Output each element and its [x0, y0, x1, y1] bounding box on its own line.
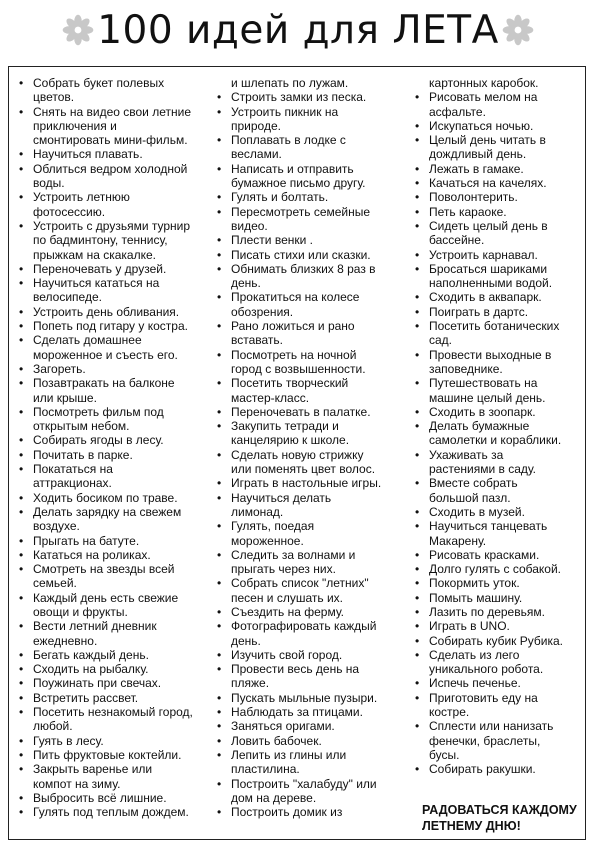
idea-item: • Научиться плавать.: [18, 147, 208, 161]
idea-item-continuation: картонных каробок.: [429, 76, 539, 90]
idea-item-continuation: пляже.: [231, 676, 270, 691]
idea-item-continuation: дом на дереве.: [231, 790, 317, 805]
idea-item: • Пить фруктовые коктейли.: [18, 748, 208, 762]
idea-item-continuation: природе.: [231, 118, 281, 133]
idea-item-continuation: аттракционах.: [33, 476, 112, 491]
idea-item-continuation: уникального робота.: [429, 662, 544, 677]
idea-item-continuation: прыгать через них.: [231, 562, 336, 577]
page-title: 100 идей для ЛЕТА: [97, 7, 499, 53]
idea-item: • Встретить рассвет.: [18, 691, 208, 705]
idea-item: • Гулять и болтать.: [216, 190, 404, 204]
idea-item-continuation: компот на зиму.: [33, 776, 121, 791]
ideas-column-3: [414, 76, 584, 777]
idea-item: • Рисовать красками.: [414, 548, 584, 562]
idea-item-continuation: овощи и фрукты.: [33, 604, 128, 619]
idea-item: • Делать зарядку на свежем: [18, 505, 208, 519]
idea-item: • Сделать из лего: [414, 648, 584, 662]
idea-item-continuation: канцелярию к школе.: [231, 433, 350, 448]
idea-item: • Собирать ягоды в лесу.: [18, 433, 208, 447]
idea-item: • Съездить на ферму.: [216, 605, 404, 619]
idea-item: • Изучить свой город.: [216, 648, 404, 662]
closing-slogan-line-1: РАДОВАТЬСЯ КАЖДОМУ: [422, 803, 577, 817]
idea-item: • Вести летний дневник: [18, 619, 208, 633]
idea-item: • Гулять, поедая: [216, 519, 404, 533]
idea-item: • Сходить на рыбалку.: [18, 662, 208, 676]
idea-item: • Искупаться ночью.: [414, 119, 584, 133]
idea-item-continuation: костре.: [429, 705, 470, 720]
idea-item: • Позавтракать на балконе: [18, 376, 208, 390]
idea-item-continuation: наполненными водой.: [429, 276, 553, 291]
idea-item: • Собрать список "летних": [216, 576, 404, 590]
idea-item-continuation: по бадминтону, теннису,: [33, 233, 168, 248]
idea-item: • Собрать букет полевых: [18, 76, 208, 90]
idea-item-continuation: песен и слушать их.: [231, 590, 344, 605]
idea-item: • Целый день читать в: [414, 133, 584, 147]
idea-item: • Написать и отправить: [216, 162, 404, 176]
idea-item: • Ловить бабочек.: [216, 734, 404, 748]
idea-item: • Устроить день обливания.: [18, 305, 208, 319]
ideas-column-1: [18, 76, 208, 819]
idea-item: • Посетить творческий: [216, 376, 404, 390]
idea-item: • Покататься на: [18, 462, 208, 476]
flower-right-icon: [501, 13, 535, 47]
idea-item-continuation: город с возвышенности.: [231, 361, 366, 376]
idea-item: • Посмотреть на ночной: [216, 348, 404, 362]
idea-item: • Гуять в лесу.: [18, 734, 208, 748]
idea-item: • Сплести или нанизать: [414, 719, 584, 733]
idea-item: • Делать бумажные: [414, 419, 584, 433]
idea-item: • Провести весь день на: [216, 662, 404, 676]
idea-item: • Сделать новую стрижку: [216, 448, 404, 462]
idea-item: • Поужинать при свечах.: [18, 676, 208, 690]
idea-item-continuation: бусы.: [429, 747, 460, 762]
idea-item: • Переночевать у друзей.: [18, 262, 208, 276]
idea-item: • Пересмотреть семейные: [216, 205, 404, 219]
idea-item-continuation: или крыше.: [33, 390, 97, 405]
ideas-column-2: [216, 76, 404, 819]
idea-item: • Каждый день есть свежие: [18, 591, 208, 605]
idea-item: • Научиться танцевать: [414, 519, 584, 533]
idea-item-continuation: фотосессию.: [33, 204, 106, 219]
closing-slogan: [422, 802, 582, 834]
idea-item: • Закрыть варенье или: [18, 762, 208, 776]
idea-item: • Испечь печенье.: [414, 676, 584, 690]
idea-item: • Обнимать близких 8 раз в: [216, 262, 404, 276]
idea-item: • Собирать ракушки.: [414, 762, 584, 776]
idea-item-continuation: бумажное письмо другу.: [231, 176, 366, 191]
idea-item: • Собирать кубик Рубика.: [414, 634, 584, 648]
idea-item: • Построить домик из: [216, 805, 404, 819]
idea-item: • Построить "халабуду" или: [216, 777, 404, 791]
idea-item: • Кататься на роликах.: [18, 548, 208, 562]
idea-item: • Загореть.: [18, 362, 208, 376]
idea-item-continuation: большой пазл.: [429, 490, 511, 505]
idea-item-continuation: смонтировать мини-фильм.: [33, 133, 188, 148]
idea-item: • Устроить пикник на: [216, 105, 404, 119]
idea-item: • Рано ложиться и рано: [216, 319, 404, 333]
idea-item: • Поиграть в дартс.: [414, 305, 584, 319]
idea-item: • Бегать каждый день.: [18, 648, 208, 662]
idea-item-continuation: приключения и: [33, 118, 117, 133]
idea-item: • Устроить карнавал.: [414, 248, 584, 262]
idea-item-continuation: самолетки и кораблики.: [429, 433, 562, 448]
idea-item: • Сходить в музей.: [414, 505, 584, 519]
idea-item: • Пускать мыльные пузыри.: [216, 691, 404, 705]
idea-item: • Почитать в парке.: [18, 448, 208, 462]
idea-item-continuation: мороженное.: [231, 533, 304, 548]
idea-item-continuation: лимонад.: [231, 504, 284, 519]
idea-item-continuation: цветов.: [33, 90, 75, 105]
idea-item-continuation: машине целый день.: [429, 390, 546, 405]
idea-item: • Ходить босиком по траве.: [18, 491, 208, 505]
idea-item-continuation: обозрения.: [231, 304, 294, 319]
idea-item-continuation: дождливый день.: [429, 147, 527, 162]
idea-item-continuation: прыжкам на скакалке.: [33, 247, 156, 262]
idea-item: • Лепить из глины или: [216, 748, 404, 762]
idea-item-continuation: пластилина.: [231, 762, 300, 777]
idea-item-continuation: велосипеде.: [33, 290, 102, 305]
idea-item: • Научиться кататься на: [18, 276, 208, 290]
idea-item-continuation: мастер-класс.: [231, 390, 310, 405]
idea-item: • Сидеть целый день в: [414, 219, 584, 233]
idea-item: • Заняться оригами.: [216, 719, 404, 733]
idea-item-continuation: семьей.: [33, 576, 77, 591]
idea-item: • Лежать в гамаке.: [414, 162, 584, 176]
idea-item-continuation: растениями в саду.: [429, 462, 537, 477]
idea-item-continuation: и шлепать по лужам.: [231, 76, 349, 90]
idea-item: • Лазить по деревьям.: [414, 605, 584, 619]
idea-item-continuation: веслами.: [231, 147, 282, 162]
idea-item-continuation: или поменять цвет волос.: [231, 462, 376, 477]
idea-item: • Провести выходные в: [414, 348, 584, 362]
idea-item: • Долго гулять с собакой.: [414, 562, 584, 576]
idea-item-continuation: видео.: [231, 218, 268, 233]
idea-item: • Плести венки .: [216, 233, 404, 247]
idea-item-continuation: бассейне.: [429, 233, 485, 248]
idea-item-continuation: мороженное и съесть его.: [33, 347, 178, 362]
idea-item: • Играть в настольные игры.: [216, 476, 404, 490]
idea-item-continuation: воды.: [33, 176, 65, 191]
idea-item: • Прыгать на батуте.: [18, 534, 208, 548]
idea-item: • Посмотреть фильм под: [18, 405, 208, 419]
idea-item: • Гулять под теплым дождем.: [18, 805, 208, 819]
idea-item: • Петь караоке.: [414, 205, 584, 219]
idea-item: • Устроить летнюю: [18, 190, 208, 204]
idea-item: • Качаться на качелях.: [414, 176, 584, 190]
idea-item: • Посетить незнакомый город,: [18, 705, 208, 719]
poster-header: [0, 0, 596, 60]
idea-item-continuation: воздухе.: [33, 519, 80, 534]
idea-item: • Переночевать в палатке.: [216, 405, 404, 419]
idea-item: • Прокатиться на колесе: [216, 290, 404, 304]
idea-item: • Сходить в аквапарк.: [414, 290, 584, 304]
closing-slogan-line-2: ЛЕТНЕМУ ДНЮ!: [422, 819, 521, 833]
idea-item: • Играть в UNO.: [414, 619, 584, 633]
idea-item: • Наблюдать за птицами.: [216, 705, 404, 719]
idea-item: • Попеть под гитару у костра.: [18, 319, 208, 333]
idea-item-continuation: открытым небом.: [33, 419, 130, 434]
idea-item-continuation: Макарену.: [429, 533, 487, 548]
idea-item: • Сходить в зоопарк.: [414, 405, 584, 419]
idea-item: • Смотреть на звезды всей: [18, 562, 208, 576]
idea-item: • Научиться делать: [216, 491, 404, 505]
idea-item-continuation: заповеднике.: [429, 361, 503, 376]
idea-item: • Вместе собрать: [414, 476, 584, 490]
idea-item: • Сделать домашнее: [18, 333, 208, 347]
flower-left-icon: [61, 13, 95, 47]
idea-item-continuation: ежедневно.: [33, 633, 98, 648]
idea-item: • Рисовать мелом на: [414, 90, 584, 104]
idea-item: • Строить замки из песка.: [216, 90, 404, 104]
idea-item: • Закупить тетради и: [216, 419, 404, 433]
idea-item: • Бросаться шариками: [414, 262, 584, 276]
idea-item-continuation: вставать.: [231, 333, 284, 348]
idea-item: • Поплавать в лодке с: [216, 133, 404, 147]
idea-item-continuation: день.: [231, 633, 261, 648]
idea-item-continuation: фенечки, браслеты,: [429, 733, 541, 748]
idea-item: • Следить за волнами и: [216, 548, 404, 562]
idea-item: • Помыть машину.: [414, 591, 584, 605]
idea-item: • Приготовить еду на: [414, 691, 584, 705]
idea-item: • Снять на видео свои летние: [18, 105, 208, 119]
idea-item: • Посетить ботанических: [414, 319, 584, 333]
idea-item: • Облиться ведром холодной: [18, 162, 208, 176]
idea-item: • Ухаживать за: [414, 448, 584, 462]
idea-item-continuation: асфальте.: [429, 104, 486, 119]
idea-item-continuation: день.: [231, 276, 261, 291]
idea-item: • Устроить с друзьями турнир: [18, 219, 208, 233]
idea-item-continuation: сад.: [429, 333, 453, 348]
idea-item-continuation: любой.: [33, 719, 73, 734]
idea-item: • Фотографировать каждый: [216, 619, 404, 633]
idea-item: • Писать стихи или сказки.: [216, 248, 404, 262]
idea-item: • Покормить уток.: [414, 576, 584, 590]
idea-item: • Поволонтерить.: [414, 190, 584, 204]
idea-item: • Путешествовать на: [414, 376, 584, 390]
idea-item: • Выбросить всё лишние.: [18, 791, 208, 805]
